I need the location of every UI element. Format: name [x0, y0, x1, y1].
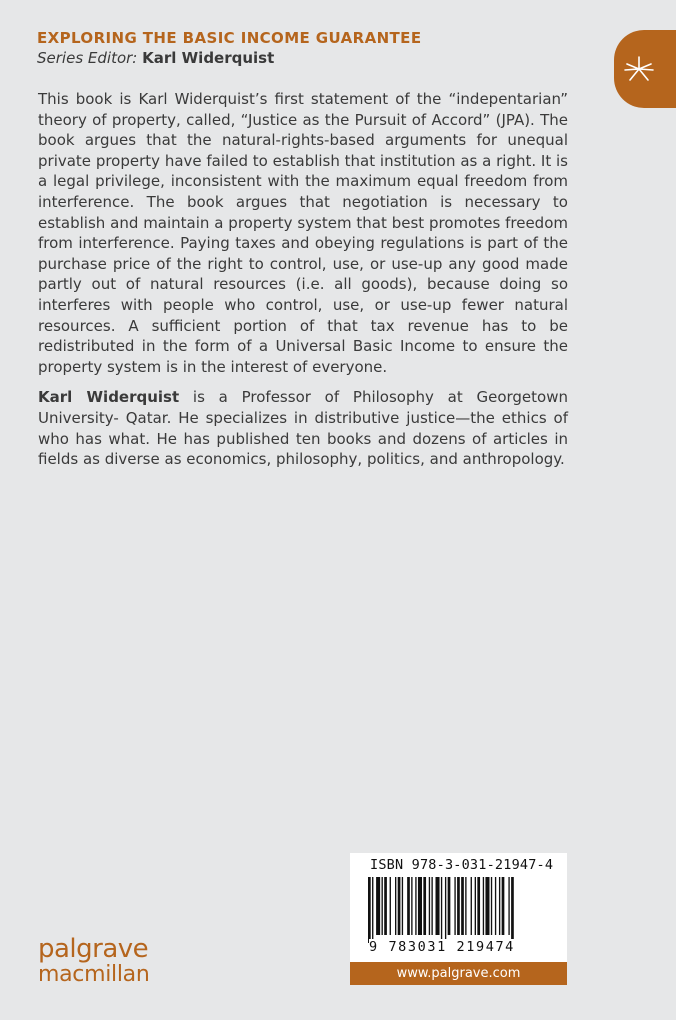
barcode-bar: [431, 877, 432, 935]
barcode-bar: [461, 877, 464, 935]
barcode-bar: [390, 877, 391, 935]
author-bio-paragraph: [38, 387, 568, 469]
palgrave-star-icon: [624, 56, 654, 82]
book-description: This book is Karl Widerquist’s first statement of the “indepentarian” theory of property, called, “Justice as the Pursuit of Accord” (JPA). The book argues that the natural-rights-based arguments for unequal private property have failed to establish that institution as a right. It is a legal privilege, inconsistent with the maximum equal freedom from interference. The book argues that negotiation is necessary to establish and maintain a property system that best promotes freedom from interference. Paying taxes and obeying regulations is part of the purchase price of the right to control, use, or use-up any good made partly out of natural resources (i.e. all goods), because doing so interferes with people who control, use, or use-up fewer natural resources. A sufficient portion of that tax revenue has to be redistributed in the form of a Universal Basic Income to ensure the property system is in the interest of everyone.: [38, 90, 568, 376]
series-editor-name: Karl Widerquist: [142, 49, 275, 67]
barcode-bar: [407, 877, 410, 935]
barcode-image: [368, 877, 552, 943]
barcode-bar: [457, 877, 460, 935]
barcode-bar: [398, 877, 401, 935]
author-name: Karl Widerquist: [38, 388, 180, 407]
barcode-bar: [382, 877, 383, 935]
isbn-barcode-box: [350, 853, 567, 985]
barcode-bar: [411, 877, 412, 935]
publisher-wordmark: [38, 936, 150, 988]
barcode-bar: [368, 877, 371, 943]
barcode-bar: [491, 877, 492, 935]
barcode-bar: [436, 877, 440, 935]
barcode-bar: [508, 877, 509, 935]
barcode-bar: [395, 877, 396, 935]
isbn-label: ISBN 978-3-031-21947-4: [370, 857, 554, 873]
barcode-bar: [495, 877, 496, 935]
barcode-bar: [441, 877, 442, 943]
barcode-bar: [448, 877, 451, 935]
barcode-bar: [502, 877, 505, 935]
barcode-bar: [499, 877, 500, 935]
barcode-bar: [372, 877, 373, 943]
publisher-url: www.palgrave.com: [350, 962, 567, 985]
barcode-bar: [423, 877, 426, 935]
barcode-bar: [384, 877, 387, 935]
barcode-bar: [402, 877, 403, 935]
author-bio: is a Professor of Philosophy at Georgetown University- Qatar. He specializes in distributive justice—the ethics of who has what. He has published ten books and dozens of articles in fields as diverse as economics, philosophy, politics, and anthropology.: [38, 388, 568, 469]
publisher-name-line1: palgrave: [38, 934, 149, 964]
barcode-bar: [429, 877, 430, 935]
back-cover-blurb: [38, 89, 568, 480]
barcode-bar: [483, 877, 484, 935]
barcode-bar: [477, 877, 480, 935]
barcode-digits: 9 783031 219474: [369, 939, 515, 955]
barcode-bar: [475, 877, 476, 935]
barcode-bar: [376, 877, 380, 935]
series-editor-role: Series Editor:: [37, 49, 138, 67]
barcode-bar: [445, 877, 446, 943]
barcode-bar: [471, 877, 472, 935]
publisher-name-line2: macmillan: [38, 962, 150, 987]
series-editor: [37, 49, 274, 67]
barcode-bar: [485, 877, 489, 935]
barcode-bar: [454, 877, 455, 935]
barcode-bar: [511, 877, 514, 943]
series-title: EXPLORING THE BASIC INCOME GUARANTEE: [37, 29, 422, 47]
barcode-bar: [465, 877, 466, 935]
barcode-bar: [418, 877, 422, 935]
barcode-bar: [415, 877, 416, 935]
publisher-logo-tab: [614, 30, 676, 108]
